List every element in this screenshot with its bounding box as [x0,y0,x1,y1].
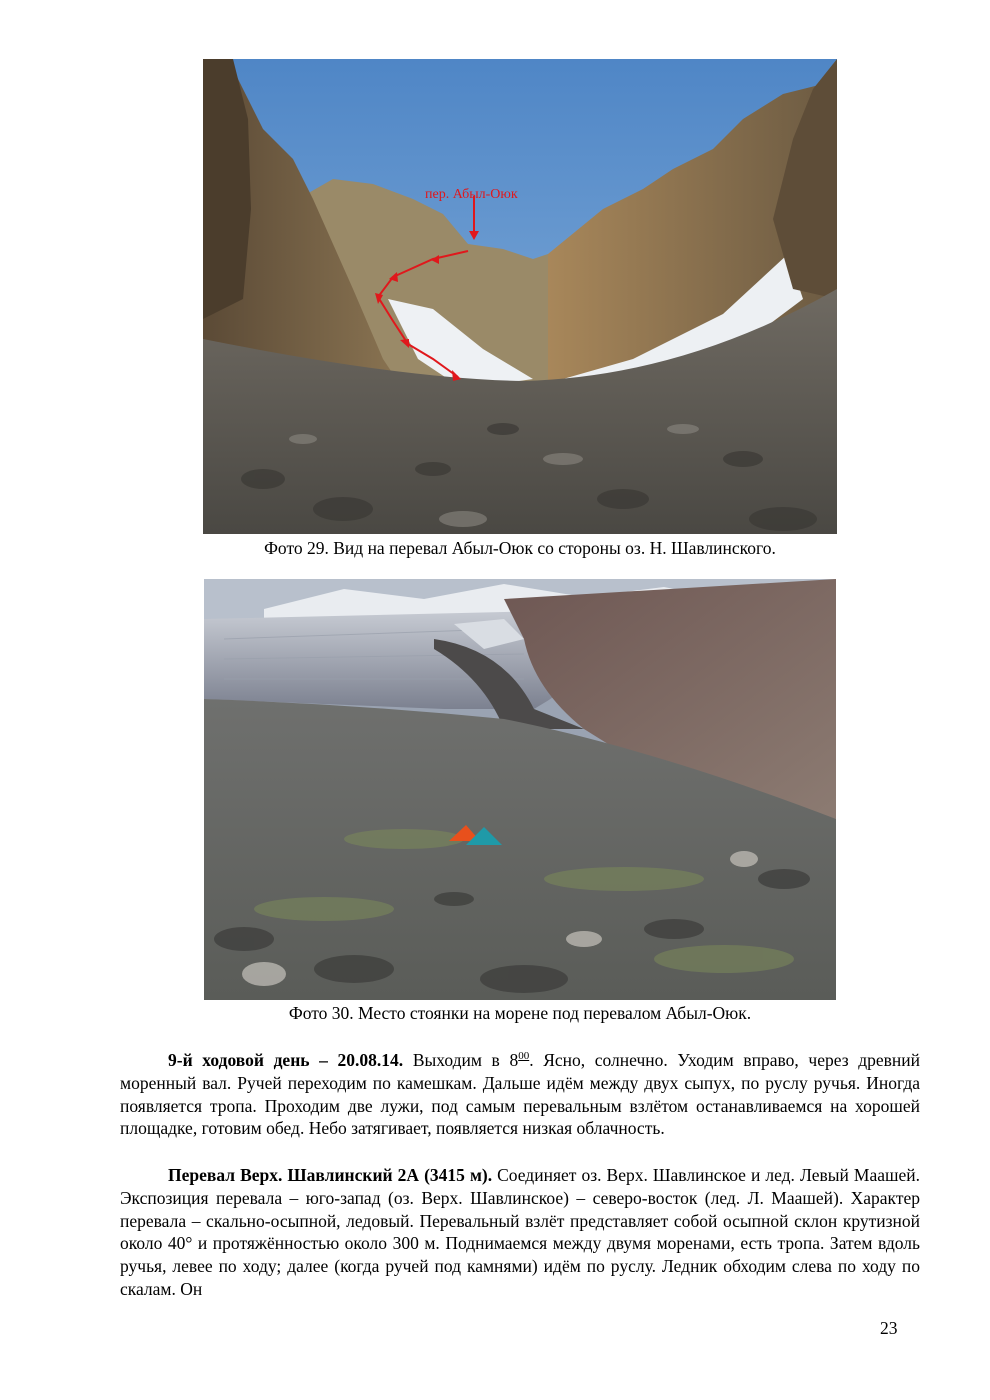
photo-campsite [204,579,836,1000]
paragraph-day-9 [120,1049,920,1140]
photo-caption-30: Фото 30. Место стоянки на морене под перевалом Абыл-Оюк. [288,1003,752,1023]
photo-pass-view [203,59,837,534]
time-superscript: 00 [518,1050,530,1063]
photo-caption-29: Фото 29. Вид на перевал Абыл-Оюк со стороны оз. Н. Шавлинского. [264,538,776,558]
photo-campsite-image [204,579,836,1000]
page-number: 23 [880,1318,898,1338]
paragraph-text: Выходим в 8 [403,1050,519,1070]
photo-pass-view-image [203,59,837,534]
paragraph-text-continued: . Ясно, солнечно. Уходим вправо, через древний моренный вал. Ручей переходим по камешкам. Дальше идём между двух сыпух, по руслу ручья. Иногда появляется тропа. Проходим две лужи, под самым перевальным взлётом останавливаемся на хорошей площадке, готовим обед. Небо затягивает, появляется низкая облачность. [120,1050,921,1139]
pass-description-text: Соединяет оз. Верх. Шавлинское и лед. Левый Маашей. Экспозиция перевала – юго-запад (оз. Верх. Шавлинское) – северо-восток (лед. Л. Маашей). Характер перевала – скально-осыпной, ледовый. Перевальный взлёт представляет собой осыпной склон крутизной около 40° и протяжённостью около 300 м. Поднимаемся между двумя моренами, есть тропа. Затем вдоль ручья, левее по ходу; далее (когда ручей под камнями) идём по руслу. Ледник обходим слева по ходу по скалам. Он [120,1165,920,1299]
pass-annotation-label: пер. Абыл-Оюк [425,187,518,202]
day-heading: 9-й ходовой день – 20.08.14. [168,1050,404,1070]
paragraph-pass-description [120,1164,920,1301]
pass-heading: Перевал Верх. Шавлинский 2А (3415 м). [168,1165,493,1185]
